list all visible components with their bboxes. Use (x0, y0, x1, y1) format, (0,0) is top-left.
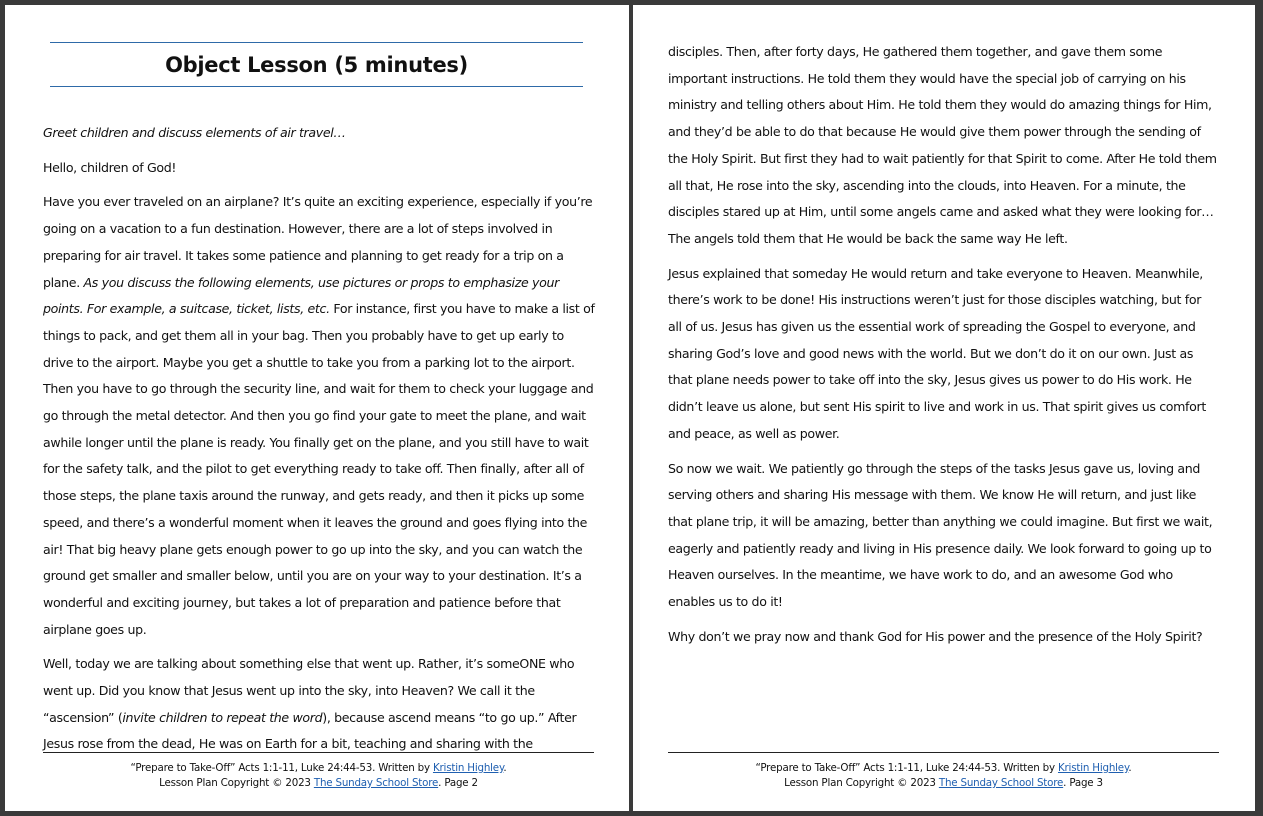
intro-instruction (43, 120, 597, 147)
page-2 (5, 5, 629, 811)
footer-copyright: Lesson Plan Copyright © 2023 (159, 777, 311, 789)
paragraph-air-travel (43, 189, 597, 643)
paragraph-wait: So now we wait. We patiently go through the steps of the tasks Jesus gave us, loving and serving others and sharing His message with them. We know He will return, and just like that plane trip, it will be amazing, better than anything we could imagine. But first we wait, eagerly and patiently ready and living in His presence daily. We look forward to going up to Heaven ourselves. In the meantime, we have work to do, and an awesome God who enables us to do it! (668, 460, 1213, 610)
para2-instruction: invite children to repeat the word (122, 709, 323, 725)
page-3-body (668, 39, 1217, 658)
page-3-footer (668, 752, 1219, 791)
para1-text-b: For instance, first you have to make a list of things to pack, and get them all in your bag. Then you probably have to get up early to drive to the airport. Maybe you get a shuttle to take you from a parking lot to the airport. Then you have to go through the security line, and wait for them to check your luggage and go through the metal detector. And then you go find your gate to meet the plane, and wait awhile longer until the plane is ready. You finally get on the plane, and you still have to wait for the safety talk, and the pilot to get everything ready to take off. Then finally, after all of those steps, the plane taxis around the runway, and gets ready, and then it picks up some speed, and there’s a wonderful moment when it leaves the ground and goes flying into the air! That big heavy plane gets enough power to go up into the sky, and you can watch the ground get smaller and smaller below, until you are on your way to your destination. It’s a wonderful and exciting journey, but takes a lot of preparation and patience before that airplane goes up. (43, 301, 595, 637)
footer-line-1: “Prepare to Take-Off” Acts 1:1-11, Luke 24:44-53. Written by Kristin Highley. (130, 762, 507, 774)
page-number: . Page 3 (1063, 777, 1103, 789)
para2-text-a: Well, today we are talking about something else that went up. Rather, it’s someONE who went up. Did you know that Jesus went up into the sky, into Heaven? We call it the “ascension” ( (43, 656, 575, 725)
footer-citation: “Prepare to Take-Off” Acts 1:1-11, Luke 24:44-53. Written by (130, 762, 430, 774)
page-3 (633, 5, 1255, 811)
paragraph-disciples: disciples. Then, after forty days, He gathered them together, and gave them some important instructions. He told them they would have the special job of carrying on his ministry and telling others about Him. He told them they would do amazing things for Him, and they’d be able to do that because He would give them power through the sending of the Holy Spirit. But first they had to wait patiently for that Spirit to come. After He told them all that, He rose into the sky, ascending into the clouds, into Heaven. For a minute, the disciples stared up at Him, until some angels came and asked what they were looking for…The angels told them that He would be back the same way He left. (668, 44, 1217, 246)
footer-line-1: “Prepare to Take-Off” Acts 1:1-11, Luke 24:44-53. Written by Kristin Highley. (755, 762, 1132, 774)
paragraph-work: Jesus explained that someday He would return and take everyone to Heaven. Meanwhile, there’s work to be done! His instructions weren’t just for those disciples watching, but for all of us. Jesus has given us the essential work of spreading the Gospel to everyone, and sharing God’s love and good news with the world. But we don’t do it on our own. Just as that plane needs power to take off into the sky, Jesus gives us power to do His work. He didn’t leave us alone, but sent His spirit to live and work in us. That spirit gives us comfort and peace, as well as power. (668, 265, 1206, 441)
greeting: Hello, children of God! (43, 159, 177, 175)
para1-text-a: Have you ever traveled on an airplane? It’s quite an exciting experience, especially if you’re going on a vacation to a fun destination. However, there are a lot of steps involved in preparing for air travel. It takes some patience and planning to get ready for a trip on a plane. (43, 194, 593, 290)
author-link[interactable]: Kristin Highley (1057, 762, 1129, 774)
intro-italic: Greet children and discuss elements of air travel… (43, 125, 346, 140)
footer-line-2 (668, 776, 1219, 791)
footer-citation: “Prepare to Take-Off” Acts 1:1-11, Luke 24:44-53. Written by (755, 762, 1055, 774)
store-link[interactable]: The Sunday School Store (313, 777, 439, 789)
page-number: . Page 2 (438, 777, 478, 789)
para1-instruction: As you discuss the following elements, use pictures or props to emphasize your points. For example, a suitcase, ticket, lists, etc. (43, 274, 559, 317)
para2-text-b: ), because ascend means “to go up.” After Jesus rose from the dead, He was on Earth for a bit, teaching and sharing with the (43, 709, 577, 752)
section-title: Object Lesson (5 minutes) (165, 53, 468, 77)
author-link[interactable]: Kristin Highley (432, 762, 504, 774)
footer-line-2 (43, 776, 594, 791)
paragraph-ascension (43, 651, 597, 758)
store-link[interactable]: The Sunday School Store (938, 777, 1064, 789)
footer-copyright: Lesson Plan Copyright © 2023 (784, 777, 936, 789)
page-2-body (43, 105, 597, 766)
section-title-box (50, 42, 583, 87)
paragraph-pray: Why don’t we pray now and thank God for His power and the presence of the Holy Spirit? (668, 628, 1203, 644)
page-2-footer (43, 752, 594, 791)
